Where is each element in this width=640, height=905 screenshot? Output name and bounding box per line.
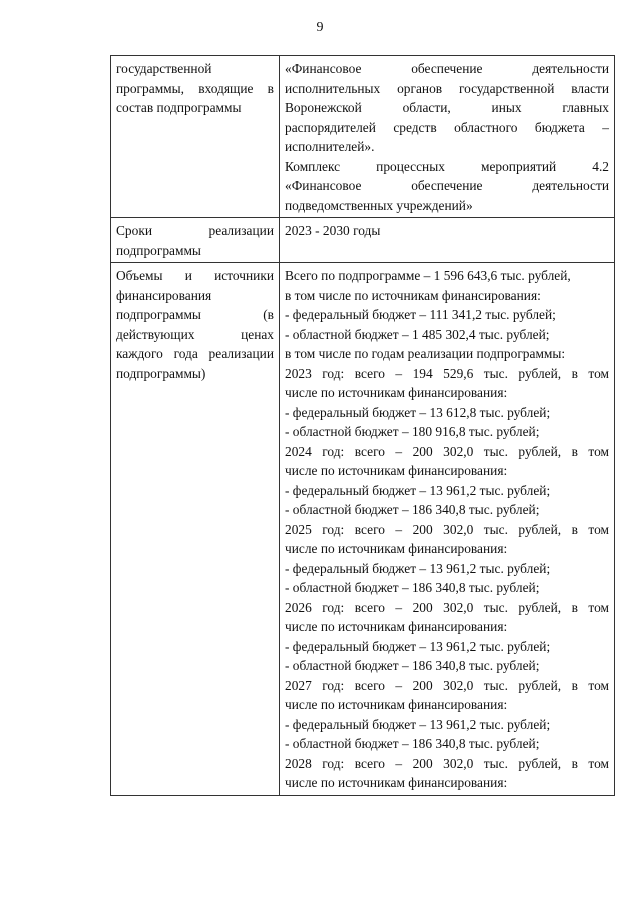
content-line: 2028 год: всего – 200 302,0 тыс. рублей, в том [285,755,609,771]
content-line: 2026 год: всего – 200 302,0 тыс. рублей, в том [285,599,609,615]
content-line: исполнителей». [285,139,375,154]
content-line: числе по источникам финансирования: [285,775,508,790]
content-line: - областной бюджет – 186 340,8 тыс. рублей; [285,580,540,595]
content-line: «Финансовое обеспечение деятельности [285,61,609,76]
content-line: - областной бюджет – 1 485 302,4 тыс. рублей; [285,326,550,342]
content-line: числе по источникам финансирования: [285,697,508,712]
content-line: - федеральный бюджет – 13 612,8 тыс. рублей; [285,404,551,420]
content-line: - федеральный бюджет – 13 961,2 тыс. рублей; [285,638,551,654]
content-line: 2025 год: всего – 200 302,0 тыс. рублей, в том [285,521,609,537]
content-line: - областной бюджет – 180 916,8 тыс. рублей; [285,424,540,439]
content-line: числе по источникам финансирования: [285,619,508,634]
row-content [280,218,615,263]
content-line: «Финансовое обеспечение деятельности [285,178,609,193]
content-line: Воронежской области, иных главных [285,100,609,115]
table-row [111,218,615,263]
content-line: 2023 - 2030 годы [285,223,381,238]
content-line: - федеральный бюджет – 111 341,2 тыс. рублей; [285,307,556,322]
row-label: Объемы и источники финансирования подпрограммы (в действующих ценах каждого года реализации подпрограммы) [111,263,280,796]
content-line: подведомственных учреждений» [285,197,473,213]
content-line: распорядителей средств областного бюджета – [285,119,609,135]
content-line: в том числе по годам реализации подпрограммы: [285,346,566,361]
row-content [280,56,615,218]
content-line: 2023 год: всего – 194 529,6 тыс. рублей, в том [285,365,609,381]
content-line: числе по источникам финансирования: [285,463,508,478]
content-line: - федеральный бюджет – 13 961,2 тыс. рублей; [285,482,551,498]
content-line: - федеральный бюджет – 13 961,2 тыс. рублей; [285,716,551,732]
table-row [111,263,615,796]
content-line: - областной бюджет – 186 340,8 тыс. рублей; [285,658,540,673]
content-line: Комплекс процессных мероприятий 4.2 [285,158,609,174]
row-label: государственной программы, входящие в состав подпрограммы [111,56,280,218]
content-line: - федеральный бюджет – 13 961,2 тыс. рублей; [285,560,551,576]
content-line: 2024 год: всего – 200 302,0 тыс. рублей, в том [285,443,609,459]
content-line: 2027 год: всего – 200 302,0 тыс. рублей, в том [285,677,609,693]
table-row [111,56,615,218]
content-line: исполнительных органов государственной власти [285,80,609,96]
content-line: - областной бюджет – 186 340,8 тыс. рублей; [285,736,540,751]
content-line: - областной бюджет – 186 340,8 тыс. рублей; [285,502,540,517]
page-number: 9 [316,20,324,35]
passport-table [110,55,615,796]
content-line: Всего по подпрограмме – 1 596 643,6 тыс. рублей, [285,268,571,283]
row-content [280,263,615,796]
content-line: числе по источникам финансирования: [285,385,508,400]
content-line: числе по источникам финансирования: [285,541,508,556]
content-line: в том числе по источникам финансирования: [285,287,541,303]
row-label: Сроки реализации подпрограммы [111,218,280,263]
